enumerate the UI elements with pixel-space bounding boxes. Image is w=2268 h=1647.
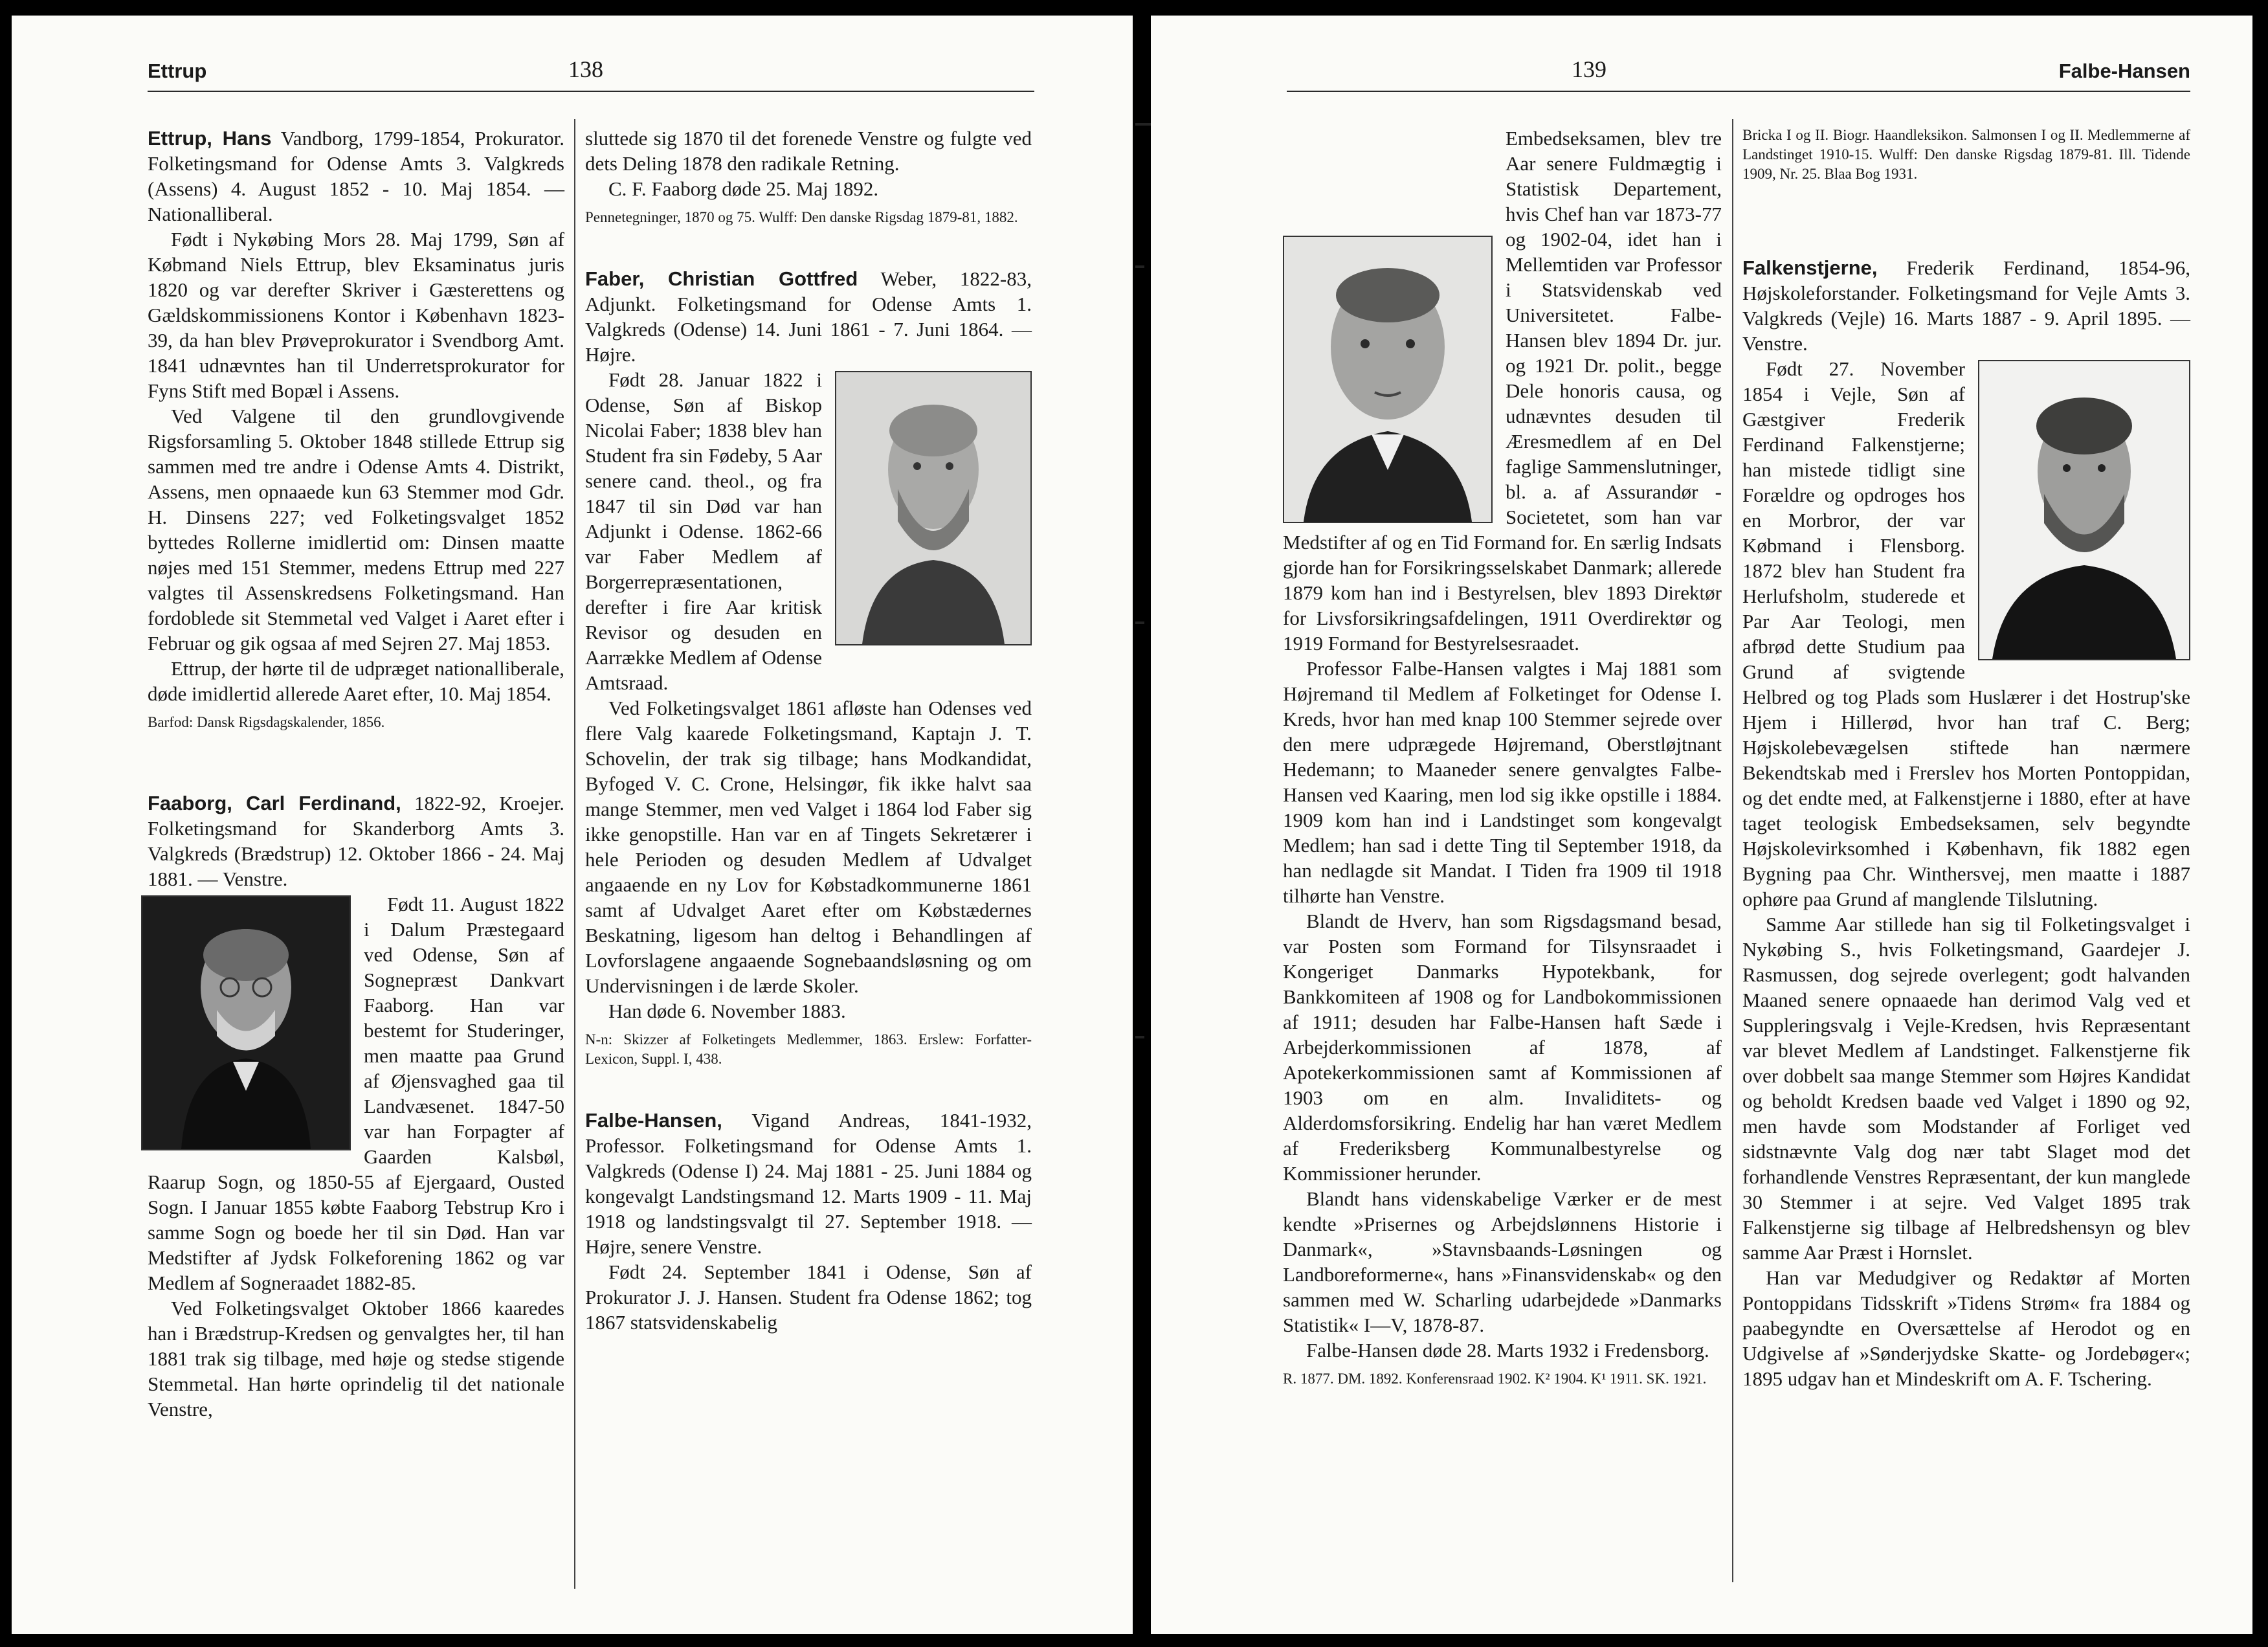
entry-paragraph: Blandt de Hverv, han som Rigsdagsmand besad, var Posten som Formand for Tilsynsraadet i Kongeriget Danmarks Hypotekbank, for Bankkomiteen af 1908 og for Landbokommissionen af 1911; desuden har Falbe-Hansen haft Sæde i Arbejderkommissionen af 1878, af Apotekerkommissionen samt af Kommissionen af 1903 om en alm. Invaliditets- og Alderdomsforsikring. Endelig har han været Medlem af Frederiksberg Kommunalbestyrelse og Kommissioner herunder. [1283,910,1722,1185]
portrait-falbe-hansen [1283,236,1493,523]
entry-paragraph: Embedseksamen, blev tre Aar senere Fuldmægtig i Statistisk Departement, hvis Chef han var 1873-77 og 1902-04, idet han i Mellemtiden var Professor i Statsvidenskab ved Universitetet. Falbe-Hansen blev 1894 Dr. jur. og 1921 Dr. polit., begge Dele honoris causa, og udnævntes desuden til Æresmedlem af en Del faglige Sammenslutninger, bl. a. af Assurandør - Societetet, som han var Medstifter af og en Tid Formand for. En særlig Indsats gjorde han for Forsikringsselskabet Danmark; allerede 1879 kom han ind i Bestyrelsen, blev 1893 Direktør for Livsforsikringsafdelingen, 1911 Overdirektør og 1919 Formand for Bestyrelsesraadet. [1283,127,1722,655]
entry-paragraph: sluttede sig 1870 til det forenede Venstre og fulgte ved dets Deling 1878 den radikale Retning. [585,127,1032,175]
entry-paragraph: C. F. Faaborg døde 25. Maj 1892. [608,177,879,200]
binding-mark [1135,265,1144,268]
entry-faber-intro: Faber, Christian Gottfred Weber, 1822-83, Adjunkt. Folketingsmand for Odense Amts 1. Valgkreds (Odense) 14. Juni 1861 - 7. Juni 1864. — Højre. [585,267,1032,366]
right-page [1151,16,2252,1634]
binding-mark [1135,1036,1144,1038]
running-head: Falbe-Hansen [2058,60,2190,82]
portrait-faber [835,371,1032,645]
entry-ettrup-intro: Ettrup, Hans Vandborg, 1799-1854, Prokurator. Folketingsmand for Odense Amts 3. Valgkreds (Assens) 4. August 1852 - 10. Maj 1854. — Nationalliberal. [148,127,565,225]
column-rule [574,119,575,1589]
entry-name: Falbe-Hansen, [585,1109,722,1132]
source-note: Barfod: Dansk Rigsdagskalender, 1856. [148,714,385,730]
page-header [1287,52,2190,92]
entry-paragraph: Professor Falbe-Hansen valgtes i Maj 1881 som Højremand til Medlem af Folketinget for Odense I. Kreds, hvor han med knap 100 Stemmer sejrede over den mere udprægede Højremand, Oberstløjtnant Hedemann; to Maaneder senere genvalgtes Falbe-Hansen ved Kaaring, men lod sig ikke opstille i 1884. 1909 kom han ind i Landstinget som kongevalgt Medlem; han sad i dette Ting til September 1918, da han nedlagde sit Mandat. I Tiden fra 1909 til 1918 tilhørte han Venstre. [1283,657,1722,907]
page-number: 138 [568,56,603,82]
entry-paragraph: Født 24. September 1841 i Odense, Søn af Prokurator J. J. Hansen. Student fra Odense 1862; tog 1867 statsvidenskabelig [585,1260,1032,1334]
binding-mark [1135,622,1144,624]
entry-name: Faaborg, Carl Ferdinand, [148,792,401,814]
entry-paragraph: Ved Folketingsvalget 1861 afløste han Odenses ved flere Valg kaarede Folketingsmand, Kaptajn J. T. Schovelin, der trak sig tilbage; hans Modkandidat, Byfoged V. C. Crone, Helsingør, fik ikke halvt saa mange Stemmer, men ved Valget i 1864 lod Faber sig ikke genopstille. Han var en af Tingets Sekretærer i hele Perioden og desuden Medlem af Udvalget angaaende en ny Lov for Købstadkommunerne 1861 samt af Udvalget Aaret efter om Købstædernes Beskatning, ligesom han deltog i Behandlingen af Lovforslagene angaaende Sognebaandsløsning og om Undervisningen i de lærde Skoler. [585,697,1032,997]
entry-paragraph: Blandt hans videnskabelige Værker er de mest kendte »Prisernes og Arbejdslønnens Historie i Danmark«, »Stavnsbaands-Løsningen og Landboreformerne«, hans »Finansvidenskab« og den sammen med W. Scharling udarbejdede »Danmarks Statistik« I—V, 1878-87. [1283,1187,1722,1336]
page-number: 139 [1572,56,1606,82]
column-right [585,126,1032,1335]
honors-note: R. 1877. DM. 1892. Konferensraad 1902. K² 1904. K¹ 1911. SK. 1921. [1283,1371,1707,1387]
entry-name: Falkenstjerne, [1742,256,1878,279]
page-header [148,52,1034,92]
entry-name: Faber, Christian Gottfred [585,267,858,290]
entry-name: Ettrup, Hans [148,127,272,150]
entry-paragraph: Født 11. August 1822 i Dalum Præstegaard ved Odense, Søn af Sognepræst Dankvart Faaborg. Han var bestemt for Studeringer, men maatte paa Grund af Øjensvaghed gaa til Landvæsenet. 1847-50 var han Forpagter af Gaarden Kalsbøl, Raarup Sogn, og 1850-55 af Ejergaard, Ousted Sogn. I Januar 1855 købte Faaborg Tebstrup Kro i samme Sogn og boede her til sin Død. Han var Medstifter af Jydsk Folkeforening 1862 og var Medlem af Sogneraadet 1882-85. [148,893,564,1294]
entry-paragraph: Han døde 6. November 1883. [608,1000,846,1022]
entry-paragraph: Født i Nykøbing Mors 28. Maj 1799, Søn af Købmand Niels Ettrup, blev Eksaminatus juris 1820 og var derefter Skriver i Gæsterettens og Gældskommissionens Kontor i København 1823-39, da han blev Prøveprokurator i Svendborg Amt. 1841 udnævntes han til Underretsprokurator for Fyns Stift med Bopæl i Assens. [148,228,564,402]
entry-paragraph: Han var Medudgiver og Redaktør af Morten Pontoppidans Tidsskrift »Tidens Strøm« fra 1884 og paabegyndte en Oversættelse af Herodot og en Udgivelse af »Sønderjydske Skatte- og Jordebøger«; 1895 udgav han et Mindeskrift om A. F. Tschering. [1742,1266,2190,1390]
entry-paragraph: Samme Aar stillede han sig til Folketingsvalget i Nykøbing S., hvis Folketingsmand, Gaardejer J. Rasmussen, dog sejrede overlegent; godt halvanden Maaned senere opnaaede han derimod Valg ved et Suppleringsvalg i Vejle-Kredsen, hvis Repræsentant var blevet Medlem af Landstinget. Falkenstjerne fik over dobbelt saa mange Stemmer som Højres Kandidat og beholdt Kredsen baade ved Valget i 1890 og 92, men havde som Modstander af Forliget ved sidstnævnte Valg dog nær tabt Slaget mod det forhandlende Venstres Repræsentant, der kun manglede 30 Stemmer i at sejre. Ved Valget 1895 trak Falkenstjerne sig tilbage af Helbredshensyn og blev samme Aar Præst i Hornslet. [1742,913,2190,1264]
column-left [148,126,564,1422]
portrait-falkenstjerne [1978,360,2190,660]
running-head: Ettrup [148,60,207,82]
left-page [12,16,1133,1634]
entry-falkenstjerne-intro: Falkenstjerne, Frederik Ferdinand, 1854-96, Højskoleforstander. Folketingsmand for Vejle Amts 3. Valgkreds (Vejle) 16. Marts 1887 - 9. April 1895. — Venstre. [1742,256,2190,355]
entry-paragraph: Født 28. Januar 1822 i Odense, Søn af Biskop Nicolai Faber; 1838 blev han Student fra sin Fødeby, 5 Aar senere cand. theol., og fra 1847 til sin Død var han Adjunkt i Odense. 1862-66 var Faber Medlem af Borgerrepræsentationen, derefter i fire Aar kritisk Revisor og desuden en Aarrække Medlem af Odense Amtsraad. [585,368,822,694]
entry-faaborg-intro: Faaborg, Carl Ferdinand, 1822-92, Kroejer. Folketingsmand for Skanderborg Amts 3. Valgkreds (Brædstrup) 12. Oktober 1866 - 24. Maj 1881. — Venstre. [148,792,565,890]
entry-paragraph: Falbe-Hansen døde 28. Marts 1932 i Fredensborg. [1306,1339,1709,1361]
entry-paragraph: Ved Valgene til den grundlovgivende Rigsforsamling 5. Oktober 1848 stillede Ettrup sig sammen med tre andre i Odense Amts 4. Distrikt, Assens, men opnaaede kun 63 Stemmer mod Gdr. H. Dinsens 227; ved Folketingsvalget 1852 byttedes Rollerne imidlertid om: Dinsen maatte nøjes med 151 Stemmer, medens Ettrup med 227 valgtes til Assenskredsens Folketingsmand. Han fordoblede sit Stemmetal ved Valget i Aaret efter i Februar og gik ogsaa af med Sejren 27. Maj 1853. [148,405,564,655]
portrait-faaborg [141,895,351,1150]
column-rule [1732,119,1733,1582]
entry-falbe-intro: Falbe-Hansen, Vigand Andreas, 1841-1932, Professor. Folketingsmand for Odense Amts 1. Valgkreds (Odense I) 24. Maj 1881 - 25. Juni 1884 og kongevalgt Landstingsmand 12. Marts 1909 - 11. Maj 1918 og landstingsvalgt til 27. September 1918. — Højre, senere Venstre. [585,1109,1032,1258]
entry-paragraph: Ettrup, der hørte til de udpræget nationalliberale, døde imidlertid allerede Aaret efter, 10. Maj 1854. [148,657,564,705]
entry-paragraph: Født 27. November 1854 i Vejle, Søn af Gæstgiver Frederik Ferdinand Falkenstjerne; han mistede tidligt sine Forældre og opdroges hos en Morbror, der var Købmand i Flensborg. 1872 blev han Student fra Herlufsholm, studerede et Par Aar Teologi, men afbrød dette Studium paa Grund af svigtende Helbred og tog Plads som Huslærer i det Hostrup'ske Hjem i Hillerød, hvor han traf C. Berg; Højskolebevægelsen stiftede han nærmere Bekendtskab med i Frerslev hos Morten Pontoppidan, og det endte med, at Falkenstjerne i 1880, efter at have taget teologisk Embedseksamen, selv begyndte Højskolevirksomhed i København, fik 1882 egen Bygning paa Chr. Winthersvej, men maatte i 1887 ophøre paa Grund af manglende Tilslutning. [1742,357,2190,910]
source-note: Bricka I og II. Biogr. Haandleksikon. Salmonsen I og II. Medlemmerne af Landstinget 1910-15. Wulff: Den danske Rigsdag 1879-81. Ill. Tidende 1909, Nr. 25. Blaa Bog 1931. [1742,127,2190,182]
column-left [1283,126,1722,1389]
binding-mark [1135,123,1151,126]
source-note: Pennetegninger, 1870 og 75. Wulff: Den danske Rigsdag 1879-81, 1882. [585,209,1018,225]
source-note: N-n: Skizzer af Folketingets Medlemmer, 1863. Erslew: Forfatter-Lexicon, Suppl. I, 438. [585,1031,1032,1067]
column-right [1742,126,2190,1391]
entry-paragraph: Ved Folketingsvalget Oktober 1866 kaaredes han i Brædstrup-Kredsen og genvalgtes her, til han 1881 trak sig tilbage, med høje og stedse stigende Stemmetal. Han hørte oprindelig til det nationale Venstre, [148,1297,564,1420]
